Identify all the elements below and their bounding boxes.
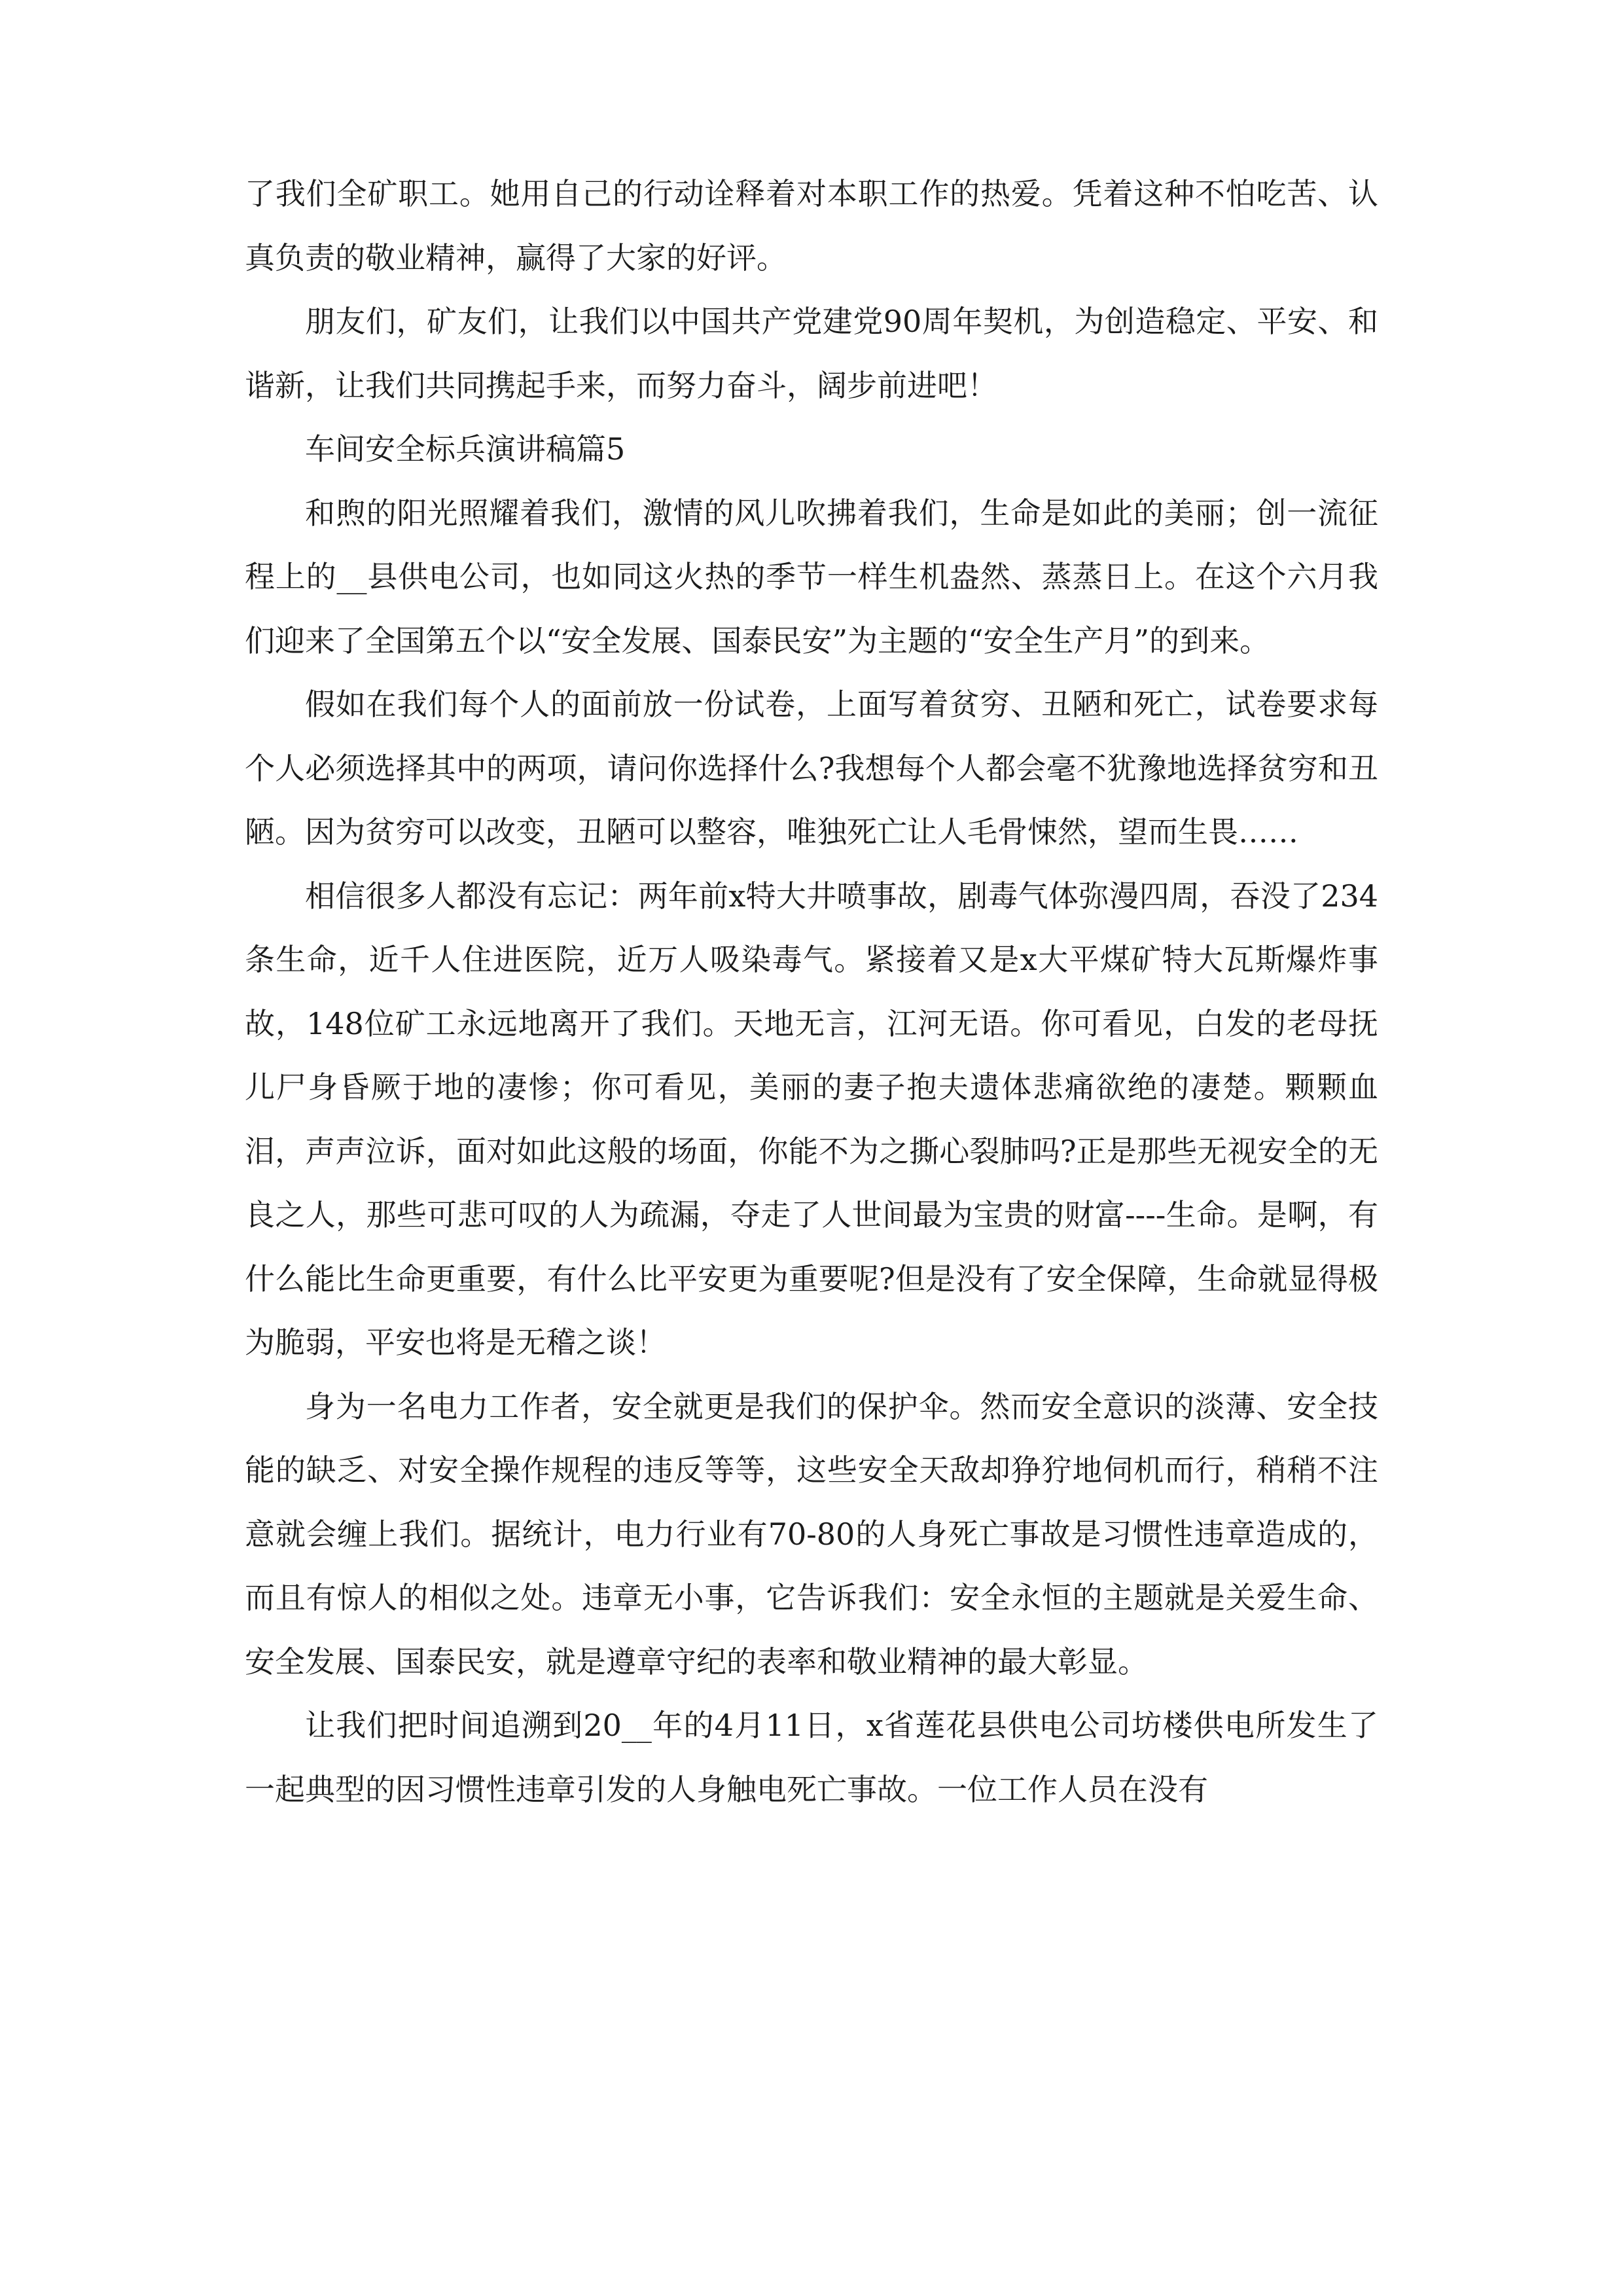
section-heading: 车间安全标兵演讲稿篇5 bbox=[305, 431, 626, 467]
paragraph: 和煦的阳光照耀着我们，激情的风儿吹拂着我们，生命是如此的美丽；创一流征程上的__县供电公司，也如同这火热的季节一样生机盎然、蒸蒸日上。在这个六月我们迎来了全国第五个以“安全发展、国泰民安”为主题的“安全生产月”的到来。 bbox=[245, 495, 1378, 658]
paragraph: 朋友们，矿友们，让我们以中国共产党建党90周年契机，为创造稳定、平安、和谐新，让我们共同携起手来，而努力奋斗，阔步前进吧！ bbox=[245, 304, 1378, 403]
paragraph: 身为一名电力工作者，安全就更是我们的保护伞。然而安全意识的淡薄、安全技能的缺乏、对安全操作规程的违反等等，这些安全天敌却狰狞地伺机而行，稍稍不注意就会缠上我们。据统计，电力行业有70-80的人身死亡事故是习惯性违章造成的，而且有惊人的相似之处。违章无小事，它告诉我们：安全永恒的主题就是关爱生命、安全发展、国泰民安，就是遵章守纪的表率和敬业精神的最大彰显。 bbox=[245, 1388, 1378, 1679]
paragraph: 让我们把时间追溯到20__年的4月11日，x省莲花县供电公司坊楼供电所发生了一起典型的因习惯性违章引发的人身触电死亡事故。一位工作人员在没有 bbox=[245, 1708, 1378, 1807]
paragraph-continuation: 了我们全矿职工。她用自己的行动诠释着对本职工作的热爱。凭着这种不怕吃苦、认真负责的敬业精神，赢得了大家的好评。 bbox=[245, 176, 1378, 276]
document-body bbox=[245, 162, 1378, 1821]
paragraph: 假如在我们每个人的面前放一份试卷，上面写着贫穷、丑陋和死亡，试卷要求每个人必须选择其中的两项，请问你选择什么?我想每个人都会毫不犹豫地选择贫穷和丑陋。因为贫穷可以改变，丑陋可以整容，唯独死亡让人毛骨悚然，望而生畏…… bbox=[245, 687, 1378, 850]
paragraph: 相信很多人都没有忘记：两年前x特大井喷事故，剧毒气体弥漫四周，吞没了234条生命，近千人住进医院，近万人吸染毒气。紧接着又是x大平煤矿特大瓦斯爆炸事故，148位矿工永远地离开了我们。天地无言，江河无语。你可看见，白发的老母抚儿尸身昏厥于地的凄惨；你可看见，美丽的妻子抱夫遗体悲痛欲绝的凄楚。颗颗血泪，声声泣诉，面对如此这般的场面，你能不为之撕心裂肺吗?正是那些无视安全的无良之人，那些可悲可叹的人为疏漏，夺走了人世间最为宝贵的财富----生命。是啊，有什么能比生命更重要，有什么比平安更为重要呢?但是没有了安全保障，生命就显得极为脆弱，平安也将是无稽之谈！ bbox=[245, 878, 1378, 1360]
